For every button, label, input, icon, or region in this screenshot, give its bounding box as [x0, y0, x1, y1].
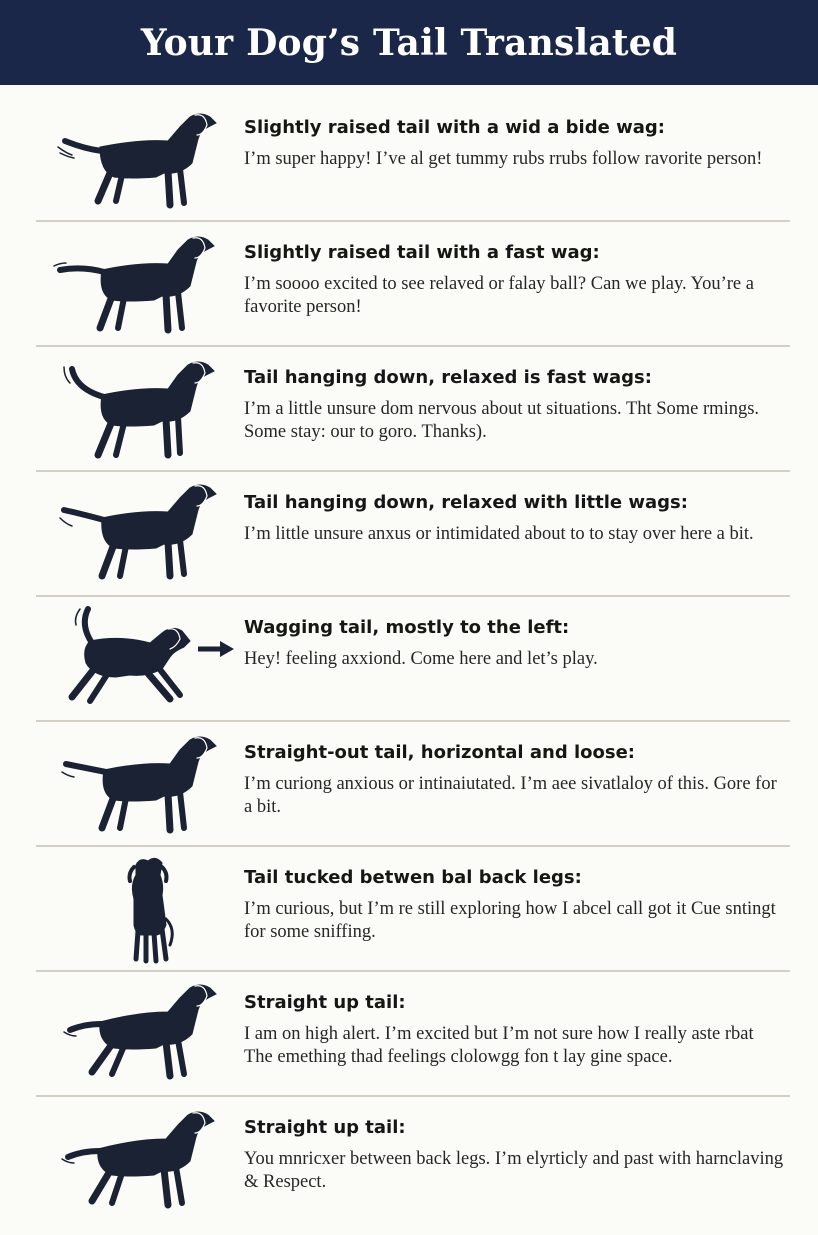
- row-title: Slightly raised tail with a wid a bide wag:: [244, 117, 665, 138]
- page-title: Your Dog’s Tail Translated: [140, 21, 678, 64]
- row-title: Slightly raised tail with a fast wag:: [244, 242, 600, 263]
- row-title: Straight up tail:: [244, 1117, 406, 1138]
- header-banner: [0, 0, 818, 85]
- list-item: [36, 347, 790, 472]
- row-title: Wagging tail, mostly to the left:: [244, 617, 570, 638]
- list-item: [36, 847, 790, 972]
- list-item: [36, 472, 790, 597]
- row-description: I’m a little unsure dom nervous about ut situations. Tht Some rmings. Some stay: our to goro. Thanks).: [244, 399, 760, 442]
- dog-tail-fast-wag-icon: [50, 230, 220, 340]
- dog-tail-wag-left-icon: [50, 605, 220, 715]
- dog-tail-straight-up-icon: [50, 980, 220, 1090]
- dog-tail-tucked-icon: [50, 855, 220, 965]
- dog-tail-straight-up-2-icon: [50, 1105, 220, 1215]
- dog-tail-wide-wag-icon: [50, 105, 220, 215]
- row-description: I’m super happy! I’ve al get tummy rubs rrubs follow ravorite person!: [244, 149, 763, 169]
- dog-tail-straight-out-icon: [50, 730, 220, 840]
- row-title: Straight-out tail, horizontal and loose:: [244, 742, 635, 763]
- row-title: Tail tucked betwen bal back legs:: [244, 867, 582, 888]
- list-item: [36, 722, 790, 847]
- row-title: Straight up tail:: [244, 992, 406, 1013]
- row-description: I’m curiong anxious or intinaiutated. I’m aee sivatlaloy of this. Gore for a bit.: [244, 774, 777, 817]
- row-description: I’m little unsure anxus or intimidated about to to stay over here a bit.: [244, 524, 754, 544]
- row-title: Tail hanging down, relaxed with little wags:: [244, 492, 688, 513]
- row-description: You mnricxer between back legs. I’m elyrticly and past with harnclaving & Respect.: [244, 1149, 784, 1192]
- row-description: I am on high alert. I’m excited but I’m not sure how I really aste rbat The emething thad feelings clolowgg fon t lay gine space.: [244, 1024, 754, 1067]
- list-item: [36, 222, 790, 347]
- tail-guide-list: [0, 97, 818, 1220]
- row-description: I’m curious, but I’m re still exploring how I abcel call got it Cue sntingt for some sniffing.: [244, 899, 776, 942]
- row-description: Hey! feeling axxiond. Come here and let’s play.: [244, 649, 598, 669]
- list-item: [36, 597, 790, 722]
- list-item: [36, 1097, 790, 1220]
- dog-tail-hanging-little-wag-icon: [50, 480, 220, 590]
- row-title: Tail hanging down, relaxed is fast wags:: [244, 367, 652, 388]
- row-description: I’m soooo excited to see relaved or falay ball? Can we play. You’re a favorite person!: [244, 274, 754, 317]
- dog-tail-hanging-fast-wag-icon: [50, 355, 220, 465]
- list-item: [36, 972, 790, 1097]
- list-item: [36, 97, 790, 222]
- arrow-right-icon: [196, 637, 236, 661]
